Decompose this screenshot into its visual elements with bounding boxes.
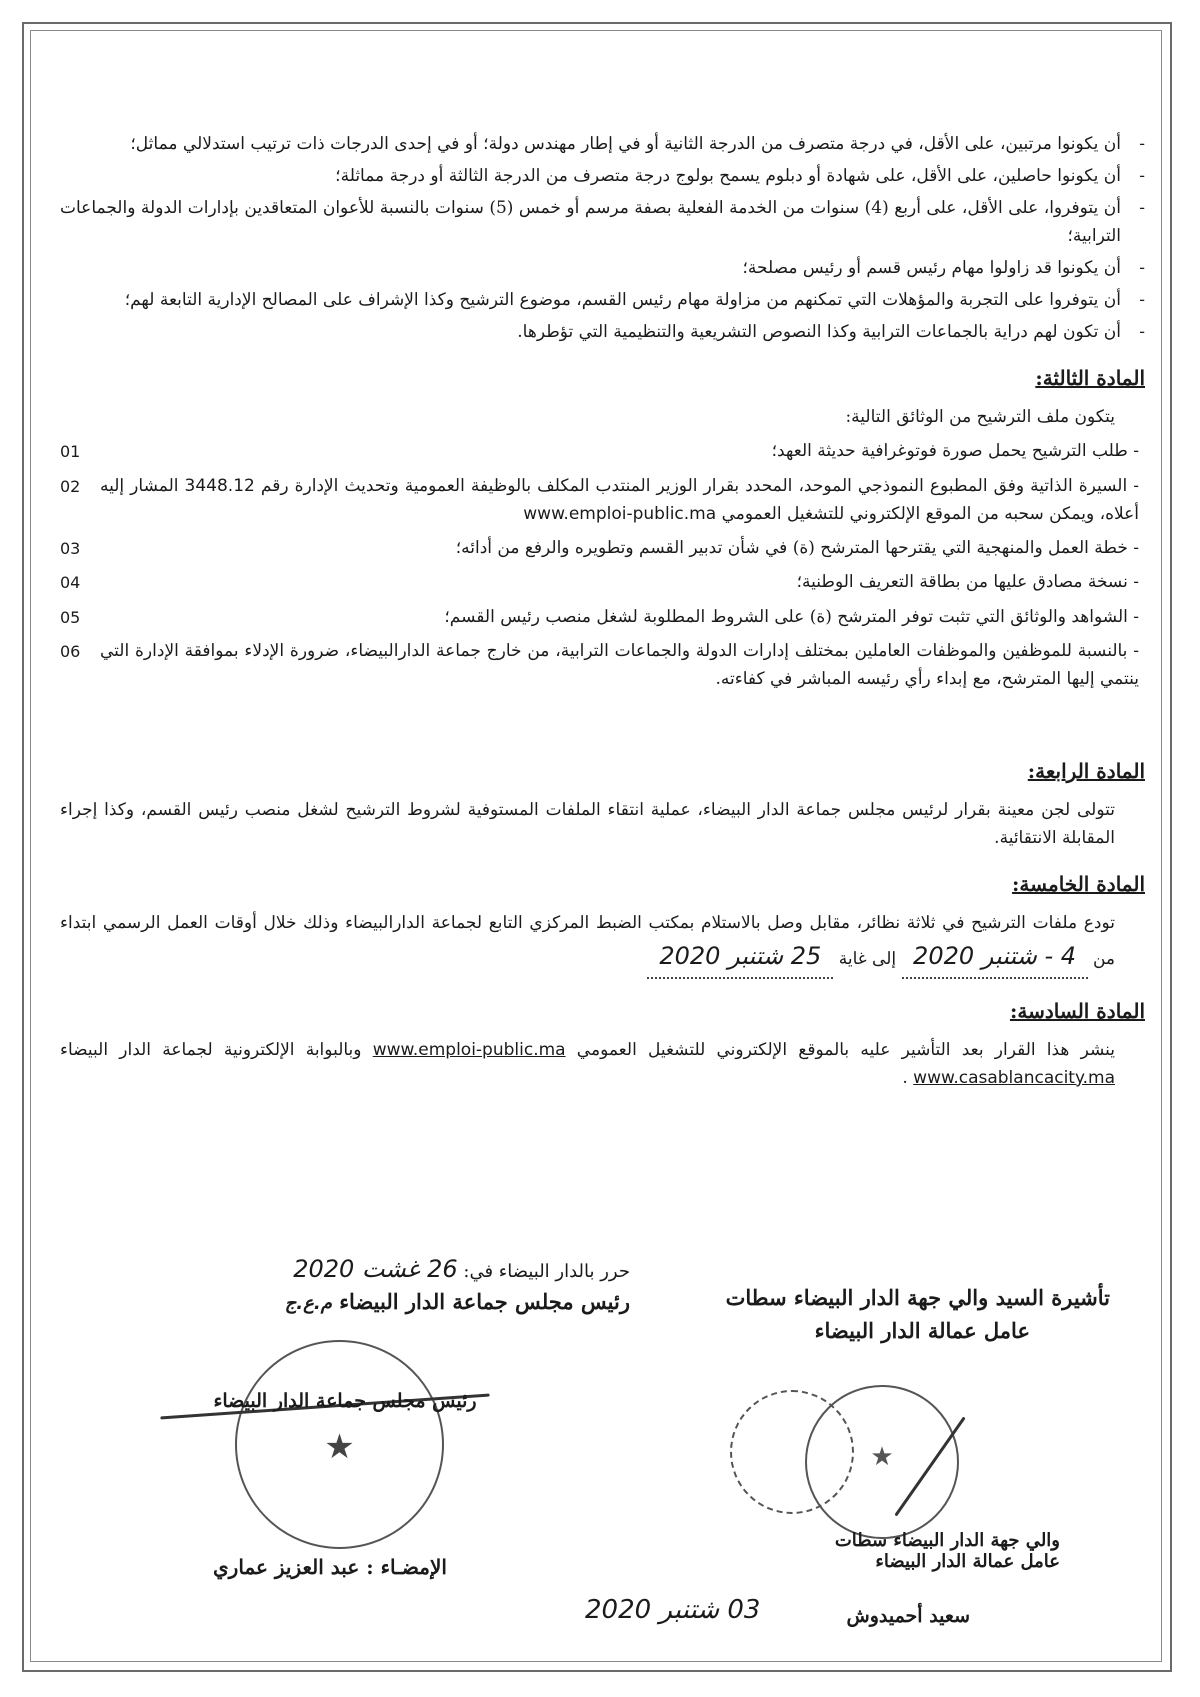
document-item-number: 03: [60, 538, 81, 558]
wali-visa-subtitle: عامل عمالة الدار البيضاء: [814, 1318, 1030, 1343]
document-item: [60, 534, 1145, 562]
document-item-text: - السيرة الذاتية وفق المطبوع النموذجي الموحد، المحدد بقرار الوزير المنتدب المكلف بالوظيفة العمومية وتحديث الإدارة رقم 3448.12 المشار إليه أعلاه، ويمكن سحبه من الموقع الإلكتروني للتشغيل العمومي www.emploi-public.ma: [100, 475, 1140, 524]
condition-item: - أن يكونوا حاصلين، على الأقل، على شهادة أو دبلوم يسمح بولوج درجة متصرف من الدرجة الثالثة أو درجة مماثلة؛: [60, 162, 1145, 190]
document-item-number: 04: [60, 573, 81, 593]
document-item: [60, 637, 1145, 693]
article-3-heading: المادة الثالثة:: [1035, 366, 1145, 391]
document-item: [60, 603, 1145, 631]
condition-item: - أن يكونوا قد زاولوا مهام رئيس قسم أو رئيس مصلحة؛: [60, 254, 1145, 282]
article-4-text: تتولى لجن معينة بقرار لرئيس مجلس جماعة الدار البيضاء، عملية انتقاء الملفات المستوفية لشروط الترشيح لشغل منصب رئيس القسم، وكذا إجراء المقابلة الانتقائية.: [60, 800, 1115, 849]
document-item-text: - خطة العمل والمنهجية التي يقترحها المترشح (ة) في شأن تدبير القسم وتطويره والرفع من أدائه؛: [455, 537, 1139, 558]
wali-name: سعيد أحميدوش: [846, 1605, 970, 1627]
visa-date: 03 شتنبر 2020: [585, 1595, 761, 1625]
article-3-intro: يتكون ملف الترشيح من الوثائق التالية:: [845, 407, 1115, 428]
condition-item: - أن تكون لهم دراية بالجماعات الترابية وكذا النصوص التشريعية والتنظيمية التي تؤطرها.: [60, 318, 1145, 346]
prefecture-seal: ★: [805, 1385, 959, 1539]
round-stamp: [730, 1390, 854, 1514]
article-6-heading: المادة السادسة:: [1009, 998, 1145, 1023]
commune-seal: ★: [235, 1340, 444, 1549]
article-6-text: ينشر هذا القرار بعد التأشير عليه بالموقع الإلكتروني للتشغيل العمومي www.emploi-public.ma وبالبوابة الإلكترونية لجماعة الدار البيضاء www.casablancacity.ma .: [60, 1039, 1115, 1088]
condition-item: - أن يتوفروا على التجربة والمؤهلات التي تمكنهم من مزاولة مهام رئيس القسم، موضوع الترشيح وكذا الإشراف على المصالح الإدارية التابعة لهم؛: [60, 286, 1145, 314]
document-item-text: - طلب الترشيح يحمل صورة فوتوغرافية حديثة العهد؛: [771, 441, 1139, 462]
place-date-label: حرر بالدار البيضاء في:: [463, 1261, 630, 1282]
decree-number: 3448.12: [184, 475, 255, 496]
president-signature: [110, 1255, 630, 1314]
emploi-public-link[interactable]: www.emploi-public.ma: [523, 503, 717, 524]
document-item-number: 02: [60, 476, 81, 496]
document-item-number: 01: [60, 442, 81, 462]
document-item-text: - بالنسبة للموظفين والموظفات العاملين بمختلف إدارات الدولة والجماعات الترابية، من خارج جماعة الدارالبيضاء، ضرورة الإدلاء بموافقة الإدارة التي ينتمي إليها المترشح، مع إبداء رأي رئيسه المباشر في كفاءته.: [100, 641, 1139, 690]
president-stamp-text: رئيس مجلس جماعة الدار البيضاء: [213, 1390, 477, 1412]
documents-list: [60, 437, 1145, 693]
president-prefix: م.ع.ج: [284, 1293, 332, 1314]
document-item-text: - الشواهد والوثائق التي تثبت توفر المترشح (ة) على الشروط المطلوبة لشغل منصب رئيس القسم؛: [444, 606, 1139, 627]
casablanca-city-link[interactable]: www.casablancacity.ma: [913, 1067, 1115, 1088]
conditions-list: [60, 130, 1145, 346]
condition-item: - أن يتوفروا، على الأقل، على أربع (4) سنوات من الخدمة الفعلية بصفة مرسم أو خمس (5) سنوات بالنسبة للأعوان المتعاقدين بإدارات الدولة والجماعات الترابية؛: [60, 194, 1145, 250]
signing-date: 26 غشت 2020: [293, 1255, 458, 1283]
document-item: [60, 568, 1145, 596]
deposit-start-date: 4 - شتنبر 2020: [902, 937, 1088, 979]
deposit-end-date: 25 شتنبر 2020: [647, 937, 833, 979]
condition-item: - أن يكونوا مرتبين، على الأقل، في درجة متصرف من الدرجة الثانية أو في إطار مهندس دولة؛ أو في إحدى الدرجات ذات ترتيب استدلالي مماثل؛: [60, 130, 1145, 158]
document-item-number: 05: [60, 607, 81, 627]
signature-block: [40, 1255, 1150, 1635]
article-5-text: تودع ملفات الترشيح في ثلاثة نظائر، مقابل وصل بالاستلام بمكتب الضبط المركزي التابع لجماعة الدارالبيضاء وذلك خلال أوقات العمل الرسمي ابتداء من 4 - شتنبر 2020 إلى غاية 25 شتنبر 2020: [60, 909, 1115, 979]
document-item-number: 06: [60, 642, 81, 662]
emploi-public-link[interactable]: www.emploi-public.ma: [372, 1039, 566, 1060]
wali-visa-title: تأشيرة السيد والي جهة الدار البيضاء سطات: [725, 1285, 1110, 1310]
wali-stamp-text: والي جهة الدار البيضاء سطات عامل عمالة الدار البيضاء: [834, 1530, 1060, 1572]
wali-visa: [590, 1285, 1110, 1343]
signatory-name: الإمضـاء : عبد العزيز عماري: [213, 1555, 447, 1579]
document-body: [60, 130, 1145, 1098]
document-item-text: - نسخة مصادق عليها من بطاقة التعريف الوطنية؛: [796, 572, 1139, 593]
document-item: [60, 437, 1145, 465]
document-item: [60, 472, 1145, 528]
article-4-heading: المادة الرابعة:: [1027, 759, 1145, 784]
article-5-heading: المادة الخامسة:: [1012, 872, 1145, 897]
president-title: رئيس مجلس جماعة الدار البيضاء: [339, 1289, 630, 1314]
